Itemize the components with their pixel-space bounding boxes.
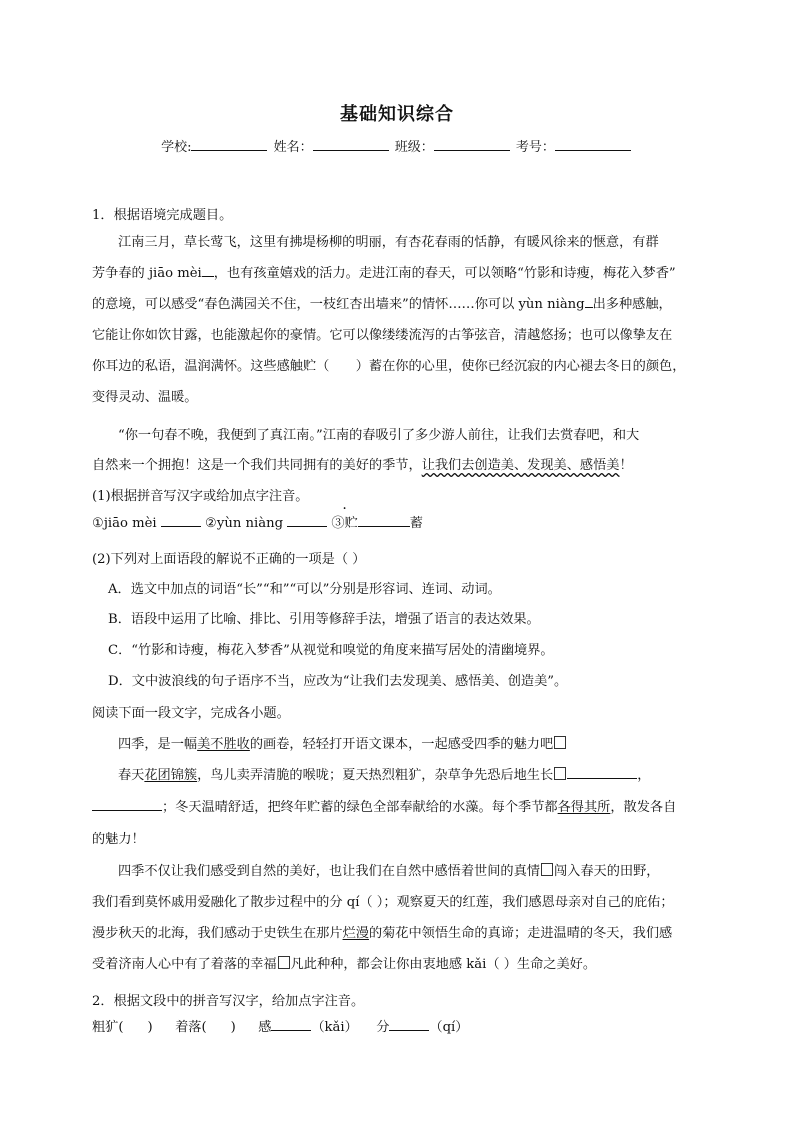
name-label: 姓名： <box>273 140 313 155</box>
q1-sub1: (1)根据拼音写汉字或给加点字注音。 <box>92 489 309 504</box>
class-blank[interactable] <box>434 138 510 151</box>
option-a[interactable]: A．选文中加点的词语“长”“和”“可以”分别是形容词、连词、动词。 <box>108 582 501 597</box>
answer-blank-kai[interactable] <box>271 1018 311 1031</box>
school-blank[interactable] <box>191 138 267 151</box>
reading-p4-line2: 我们看到莫怀戚用爱融化了散步过程中的分 qí（ ）；观察夏天的红莲，我们感恩母亲对自己的庇佑； <box>92 895 674 910</box>
q1-sub1-items: ①jiāo mèi ②yùn niàng · ③贮 蓄 <box>92 512 423 531</box>
q1-p1-line4: 它能让你如饮甘露，也能激起你的豪情。它可以像缕缕流泻的古筝弦音，清越悠扬；也可以像挚友在 <box>92 328 673 343</box>
class-label: 班级： <box>394 140 434 155</box>
yunniang-inline-blank <box>585 295 593 308</box>
reading-p1: 四季，是一幅美不胜收的画卷，轻轻打开语文课本，一起感受四季的魅力吧 <box>118 733 567 752</box>
reading-p4-line1: 四季不仅让我们感受到自然的美好，也让我们在自然中感悟着世间的真情 闯入春天的田野， <box>118 864 660 879</box>
q1-p1-line2: 芳争春的 jiāo mèi ，也有孩童嬉戏的活力。走进江南的春天，可以领略“竹影和诗瘦，梅花入梦香” <box>92 266 676 281</box>
answer-blank-1[interactable] <box>161 514 201 527</box>
fill-blank-summer[interactable] <box>567 766 637 779</box>
punctuation-box-4[interactable] <box>278 956 290 969</box>
answer-blank-qi[interactable] <box>389 1018 429 1031</box>
answer-blank-3[interactable] <box>358 514 410 527</box>
option-c[interactable]: C．“竹影和诗瘦，梅花入梦香”从视觉和嗅觉的角度来描写居处的清幽境界。 <box>108 643 554 658</box>
q1-p2-line1: “你一句春不晚，我便到了真江南。”江南的春吸引了多少游人前往，让我们去赏春吧，和大 <box>118 428 640 443</box>
school-label: 学校: <box>161 140 192 155</box>
wavy-sentence: 让我们去创造美、发现美、感悟美 <box>421 458 620 473</box>
id-label: 考号： <box>515 140 555 155</box>
q1-p1-line1: 江南三月，草长莺飞，这里有拂堤杨柳的明丽，有杏花春雨的恬静，有暖风徐来的惬意，有群 <box>118 235 659 250</box>
reading-p3: ；冬天温晴舒适，把终年贮蓄的绿色全部奉献给的水藻。每个季节都各得其所，散发各自 <box>92 796 676 815</box>
page-title: 基础知识综合 <box>340 104 454 125</box>
reading-p3-end: 的魅力！ <box>92 832 145 847</box>
option-b[interactable]: B．语段中运用了比喻、排比、引用等修辞手法，增强了语言的表达效果。 <box>108 612 540 627</box>
id-blank[interactable] <box>555 138 631 151</box>
reading-p4-line4: 受着济南人心中有了着落的幸福 凡此种种，都会让你由衷地感 kǎi（ ）生命之美好。 <box>92 957 597 972</box>
q1-sub2: (2)下列对上面语段的解说不正确的一项是（ ） <box>92 552 366 567</box>
reading-p2: 春天花团锦簇，鸟儿卖弄清脆的喉咙；夏天热烈粗犷，杂草争先恐后地生长 ， <box>118 768 651 783</box>
punctuation-box-1[interactable] <box>554 736 566 749</box>
name-blank[interactable] <box>313 138 389 151</box>
q1-heading: 1．根据语境完成题目。 <box>92 208 233 223</box>
answer-blank-2[interactable] <box>287 514 327 527</box>
fill-blank-autumn[interactable] <box>92 798 162 811</box>
q1-p1-line5: 你耳边的私语，温润满怀。这些感触贮（ ）蓄在你的心里，使你已经沉寂的内心褪去冬日的颜色， <box>92 359 686 374</box>
q1-p2-line2: 自然来一个拥抱！这是一个我们共同拥有的美好的季节，让我们去创造美、发现美、感悟美！ <box>92 458 633 473</box>
reading-p4-line3: 漫步秋天的北海，我们感动于史铁生在那片烂漫的菊花中领悟生命的真谛；走进温晴的冬天，我们感 <box>92 926 673 941</box>
jiaomei-inline-blank <box>202 264 214 277</box>
q1-p1-line6: 变得灵动、温暖。 <box>92 390 198 405</box>
q2-heading: 2．根据文段中的拼音写汉字，给加点字注音。 <box>92 994 365 1009</box>
punctuation-box-3[interactable] <box>541 863 553 876</box>
reading-intro: 阅读下面一段文字，完成各小题。 <box>92 706 290 721</box>
q2-items: 粗犷( ) 着落( ) 感 （kǎi） 分 （qí） <box>92 1020 469 1035</box>
student-info-line <box>0 136 794 155</box>
q1-p1-line3: 的意境，可以感受“春色满园关不住，一枝红杏出墙来”的情怀……你可以 yùn niàng 出多种感触， <box>92 297 672 312</box>
option-d[interactable]: D．文中波浪线的句子语序不当，应改为“让我们去发现美、感悟美、创造美”。 <box>108 674 568 689</box>
punctuation-box-2[interactable] <box>554 767 566 780</box>
